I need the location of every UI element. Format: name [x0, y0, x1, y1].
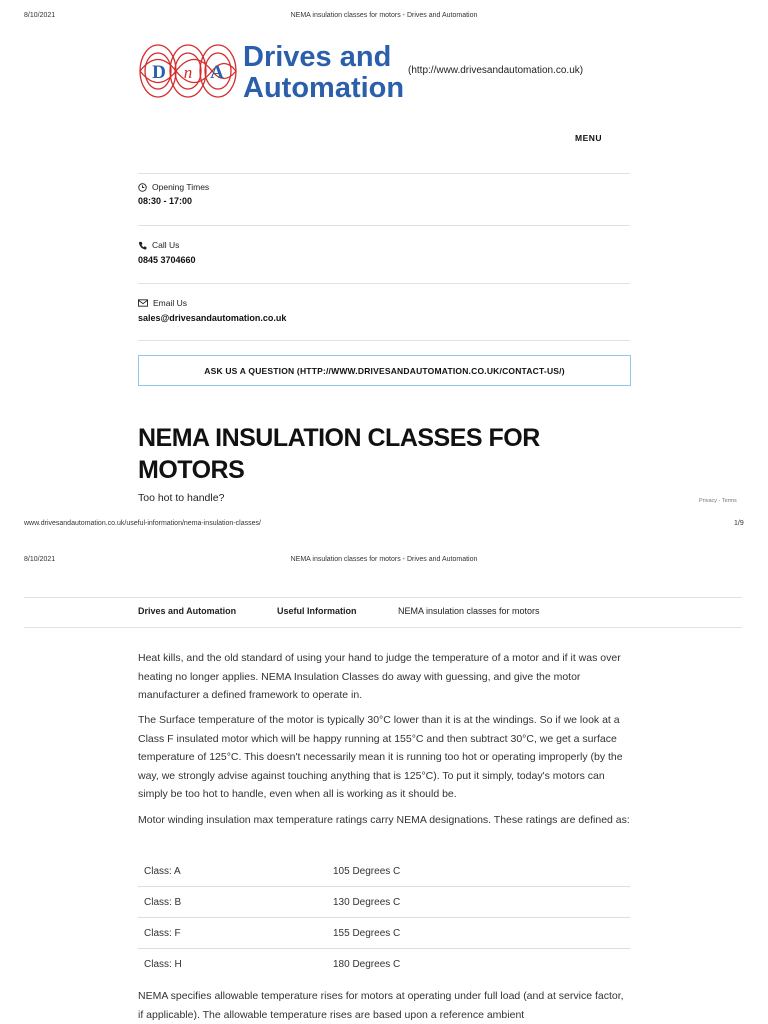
body-paragraph-2: The Surface temperature of the motor is typically 30°C lower than it is at the windings. So if we look at a Class F insulated motor which will be happy running at 155°C and then subtract 30°C, we get a surface temperature of 125°C. This doesn't necessarily mean it is running too hot or operating improperly (by the way, we strongly advise against touching anything that is 125°C). To put it simply, today's motors can simply be too hot to handle, even when all is working as it should be. — [138, 714, 623, 801]
body-paragraph-1: Heat kills, and the old standard of using your hand to judge the temperature of a motor and if it was over heating no longer applies. NEMA Insulation Classes do away with guessing, and give the motor manufacturer a defined framework to operate in. — [138, 652, 621, 702]
call-us-label — [138, 240, 179, 250]
class-cell: Class: F — [138, 918, 333, 949]
temperature-cell: 105 Degrees C — [333, 856, 630, 887]
divider — [138, 340, 630, 341]
email-us-label — [138, 298, 187, 308]
email-address-link[interactable]: sales@drivesandautomation.co.uk — [138, 313, 287, 323]
ask-question-button[interactable]: ASK US A QUESTION (HTTP://WWW.DRIVESANDAUTOMATION.CO.UK/CONTACT-US/) — [138, 355, 631, 386]
print-page-number: 1/9 — [734, 520, 744, 527]
opening-times-text: Opening Times — [152, 182, 210, 192]
print-date: 8/10/2021 — [24, 556, 56, 563]
logo-mark[interactable] — [138, 40, 238, 102]
temperature-cell: 180 Degrees C — [333, 958, 401, 970]
print-title: NEMA insulation classes for motors - Drives and Automation — [290, 12, 478, 19]
table-row — [138, 918, 630, 949]
print-date: 8/10/2021 — [24, 12, 56, 19]
logo-name-line2[interactable]: Automation — [243, 72, 405, 104]
temperature-cell: 130 Degrees C — [333, 887, 630, 918]
body-paragraph-4: NEMA specifies allowable temperature rises for motors at operating under full load (and at service factor, if applicable). The allowable temperature rises are based upon a reference ambient — [138, 990, 624, 1021]
phone-number-link[interactable]: 0845 3704660 — [138, 255, 196, 265]
page-subtitle: Too hot to handle? — [138, 492, 225, 504]
logo-letter-a: A — [210, 62, 224, 83]
logo-name-line1[interactable]: Drives and — [243, 41, 392, 73]
body-paragraph-3: Motor winding insulation max temperature ratings carry NEMA designations. These ratings are defined as: — [138, 814, 630, 826]
page-title-line2: MOTORS — [138, 456, 245, 484]
insulation-class-table — [138, 856, 630, 979]
table-row — [138, 887, 630, 918]
print-footer-url: www.drivesandautomation.co.uk/useful-information/nema-insulation-classes/ — [24, 520, 261, 527]
divider — [24, 597, 742, 598]
class-cell: Class: B — [138, 887, 333, 918]
call-us-text: Call Us — [152, 240, 180, 250]
logo-letter-n: n — [183, 63, 193, 82]
logo-letter-d: D — [152, 62, 166, 83]
phone-icon — [138, 241, 147, 250]
divider — [138, 173, 630, 174]
breadcrumb-current: NEMA insulation classes for motors — [398, 606, 540, 616]
logo-url-text: (http://www.drivesandautomation.co.uk) — [408, 65, 584, 76]
print-title: NEMA insulation classes for motors - Drives and Automation — [290, 556, 478, 563]
opening-times-value: 08:30 - 17:00 — [138, 196, 193, 206]
email-us-text: Email Us — [153, 298, 188, 308]
menu-button[interactable]: MENU — [575, 133, 603, 143]
dna-logo-icon — [138, 40, 238, 102]
divider — [138, 225, 630, 226]
breadcrumb-home-link[interactable]: Drives and Automation — [138, 606, 237, 616]
table-row — [138, 949, 630, 980]
class-cell: Class: A — [138, 856, 333, 887]
clock-icon — [138, 183, 147, 192]
breadcrumb-section-link[interactable]: Useful Information — [277, 606, 357, 616]
class-cell: Class: H — [144, 958, 182, 970]
envelope-icon — [138, 299, 148, 307]
divider — [24, 627, 742, 628]
temperature-cell: 155 Degrees C — [333, 918, 630, 949]
divider — [138, 283, 630, 284]
table-row — [138, 856, 630, 887]
opening-times-label — [138, 182, 209, 192]
recaptcha-terms-link[interactable]: Privacy - Terms — [699, 498, 737, 504]
page-title-line1: NEMA INSULATION CLASSES FOR — [138, 424, 540, 452]
